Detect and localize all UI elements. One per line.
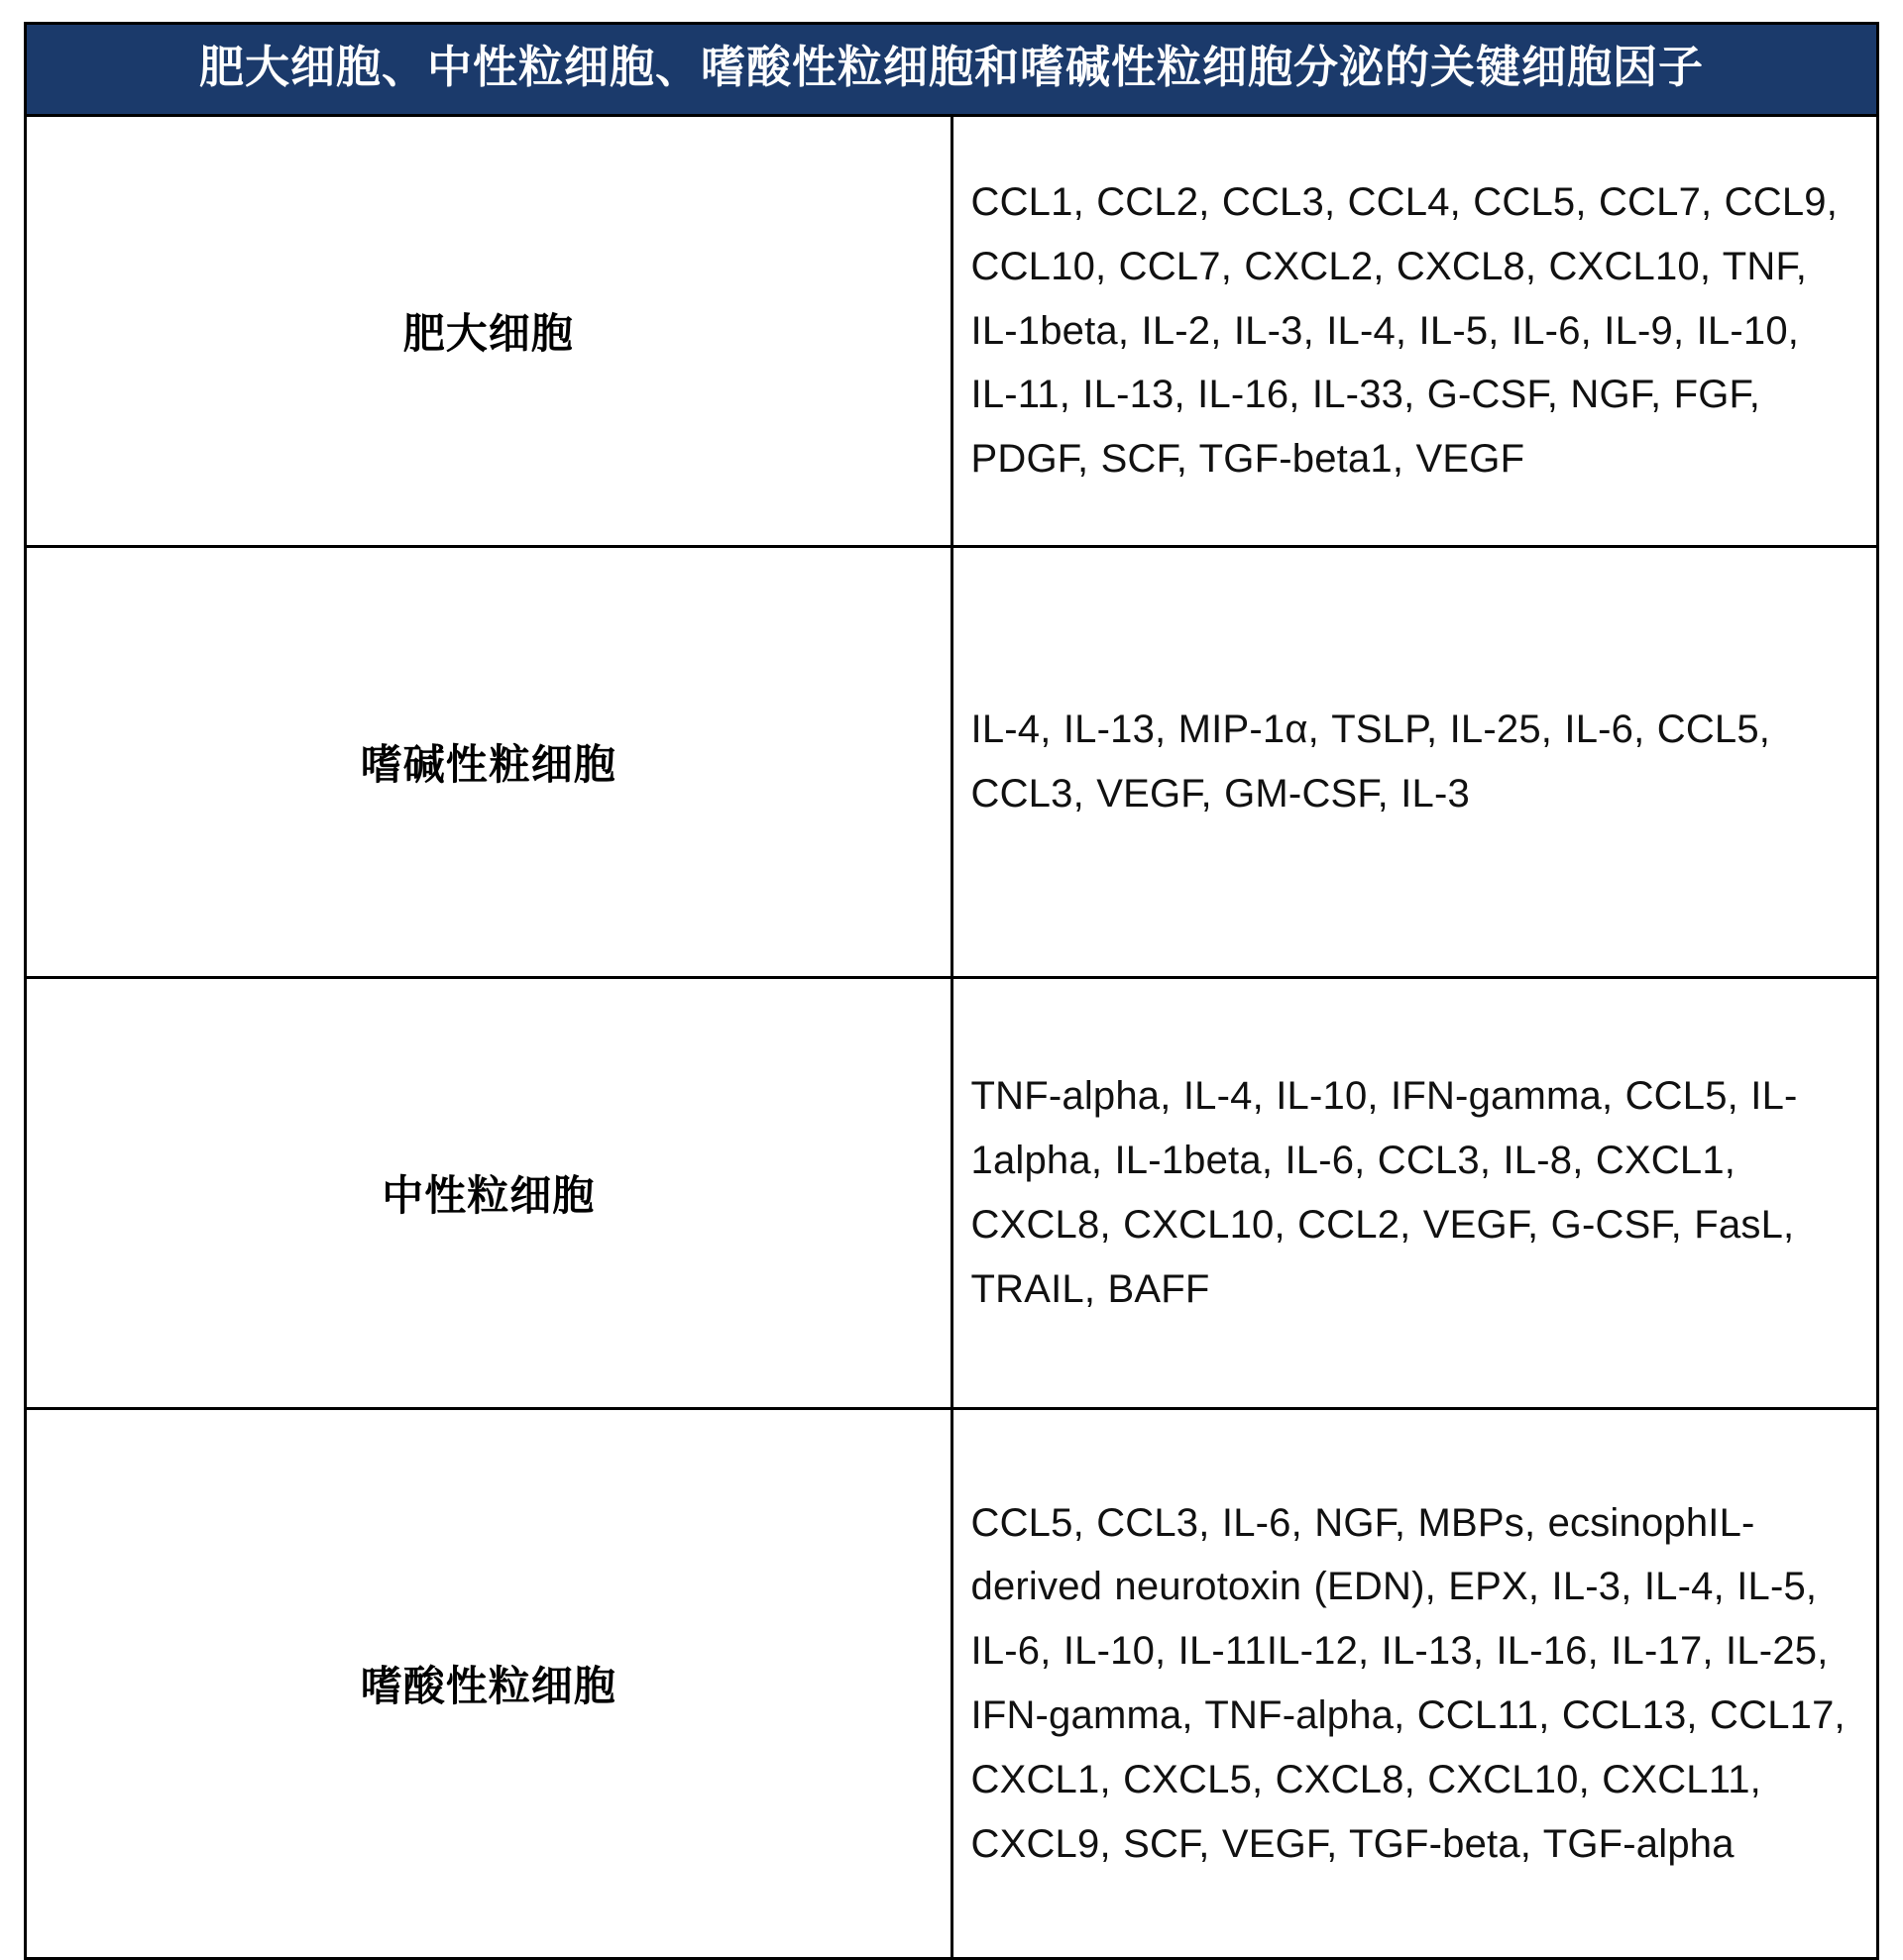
cytokine-list: CCL1, CCL2, CCL3, CCL4, CCL5, CCL7, CCL9, CCL10, CCL7, CXCL2, CXCL8, CXCL10, TNF, IL-1beta, IL-2, IL-3, IL-4, IL-5, IL-6, IL-9, IL-10, IL-11, IL-13, IL-16, IL-33, G-CSF, NGF, FGF, PDGF, SCF, TGF-beta1, VEGF: [952, 116, 1878, 547]
table-title: 肥大细胞、中性粒细胞、嗜酸性粒细胞和嗜碱性粒细胞分泌的关键细胞因子: [26, 24, 1878, 116]
table-row: [26, 978, 1878, 1409]
table-title-row: [26, 24, 1878, 116]
cytokine-table: [24, 22, 1879, 1960]
table-row: [26, 547, 1878, 978]
table-row: [26, 116, 1878, 547]
cell-type-label: 嗜酸性粒细胞: [26, 1409, 952, 1959]
cell-type-label: 肥大细胞: [26, 116, 952, 547]
cell-type-label: 嗜碱性粧细胞: [26, 547, 952, 978]
cell-type-label: 中性粒细胞: [26, 978, 952, 1409]
table-row: [26, 1409, 1878, 1959]
cytokine-list: CCL5, CCL3, IL-6, NGF, MBPs, ecsinophIL-derived neurotoxin (EDN), EPX, IL-3, IL-4, IL-5, IL-6, IL-10, IL-11IL-12, IL-13, IL-16, IL-17, IL-25, IFN-gamma, TNF-alpha, CCL11, CCL13, CCL17, CXCL1, CXCL5, CXCL8, CXCL10, CXCL11, CXCL9, SCF, VEGF, TGF-beta, TGF-alpha: [952, 1409, 1878, 1959]
cytokine-list: IL-4, IL-13, MIP-1α, TSLP, IL-25, IL-6, CCL5, CCL3, VEGF, GM-CSF, IL-3: [952, 547, 1878, 978]
cytokine-list: TNF-alpha, IL-4, IL-10, IFN-gamma, CCL5, IL-1alpha, IL-1beta, IL-6, CCL3, IL-8, CXCL1, CXCL8, CXCL10, CCL2, VEGF, G-CSF, FasL, TRAIL, BAFF: [952, 978, 1878, 1409]
